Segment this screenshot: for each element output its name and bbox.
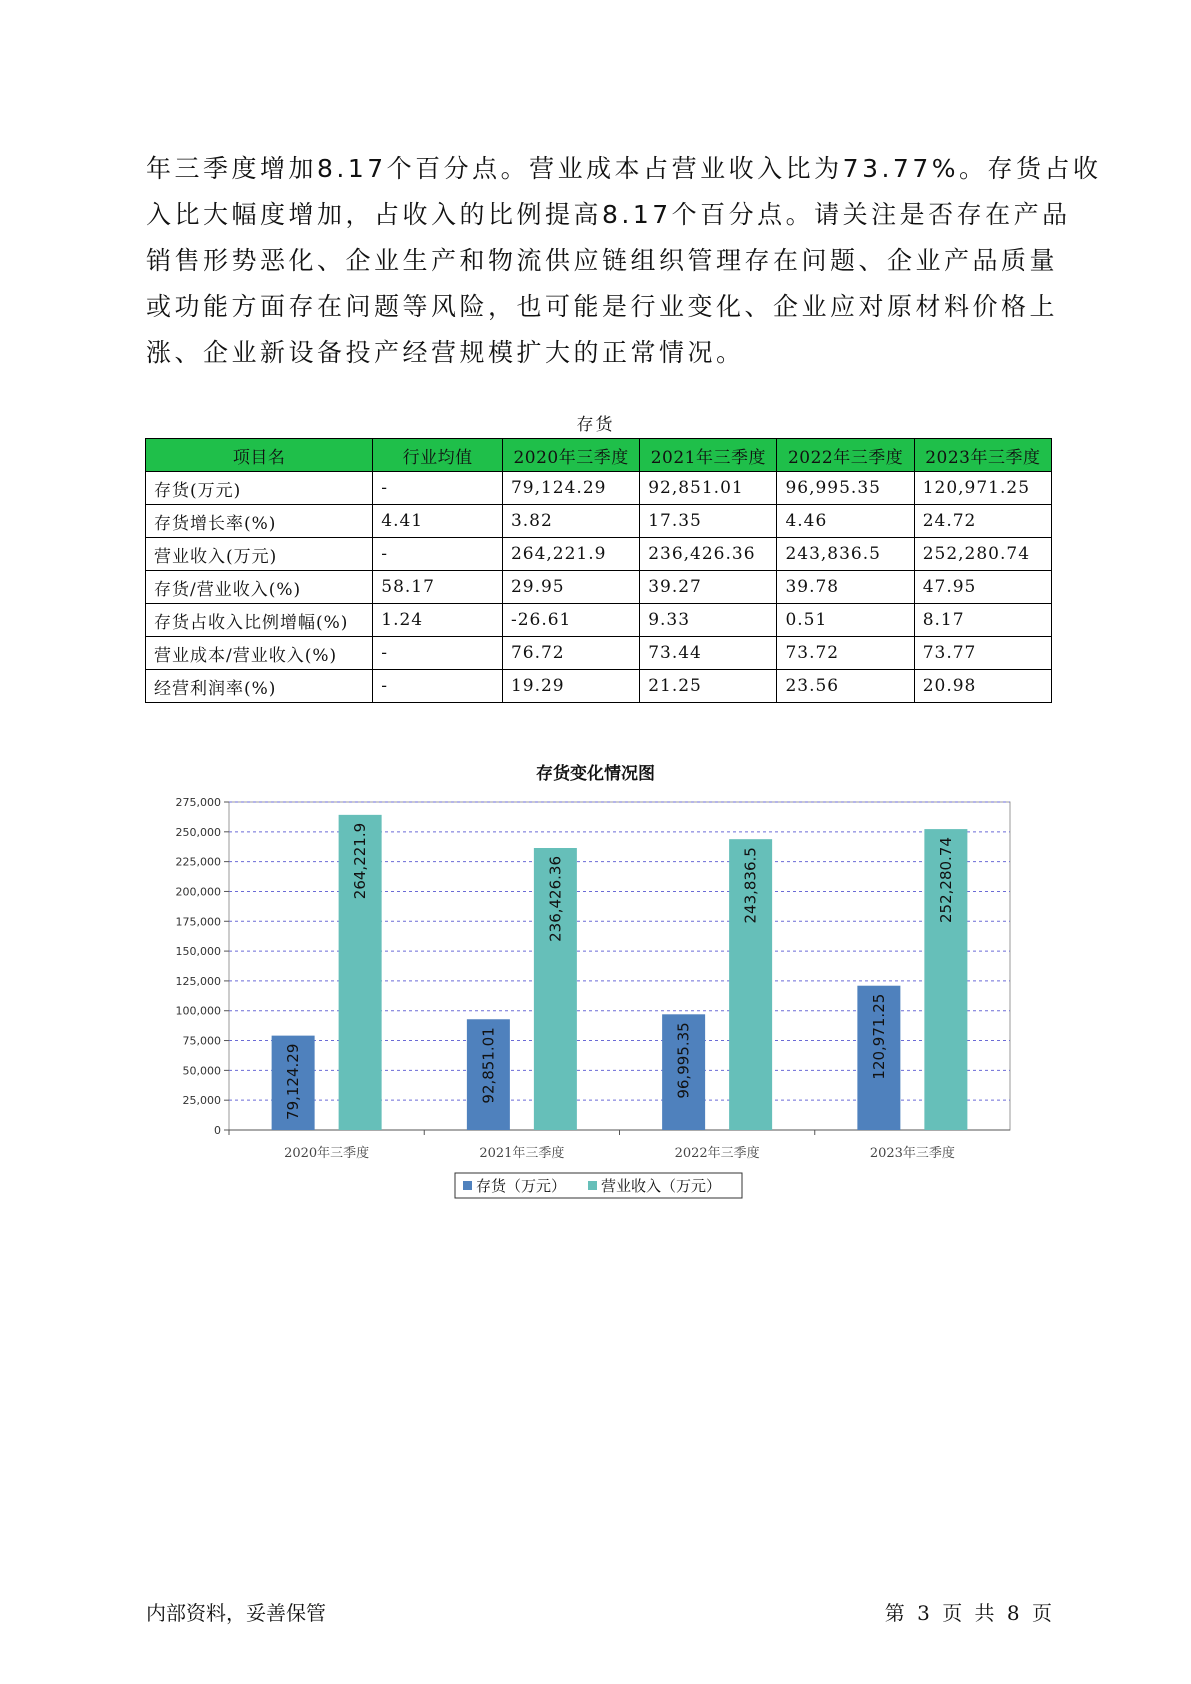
- table-cell: 96,995.35: [777, 472, 914, 505]
- table-cell: 存货(万元): [146, 472, 373, 505]
- table-cell: 79,124.29: [502, 472, 639, 505]
- x-tick-label: 2021年三季度: [479, 1146, 565, 1161]
- table-cell: -: [373, 637, 503, 670]
- table-cell: 252,280.74: [914, 538, 1051, 571]
- table-cell: 9.33: [640, 604, 777, 637]
- legend-label: 存货（万元）: [476, 1177, 567, 1195]
- y-tick-label: 100,000: [175, 1004, 221, 1018]
- x-tick-label: 2023年三季度: [869, 1146, 955, 1161]
- table-cell: 营业收入(万元): [146, 538, 373, 571]
- y-tick-label: 125,000: [175, 974, 221, 988]
- y-tick-label: 25,000: [182, 1094, 221, 1108]
- header-2023-q3: 2023年三季度: [914, 439, 1051, 472]
- table-cell: 92,851.01: [640, 472, 777, 505]
- body-paragraph: [146, 146, 1102, 376]
- footer-page-number: 第 3 页 共 8 页: [884, 1601, 1052, 1625]
- header-2021-q3: 2021年三季度: [640, 439, 777, 472]
- table-cell: 8.17: [914, 604, 1051, 637]
- table-cell: 73.44: [640, 637, 777, 670]
- table-cell: 19.29: [502, 670, 639, 703]
- table-cell: 23.56: [777, 670, 914, 703]
- table-row: [146, 538, 1052, 571]
- paragraph-line: 入比大幅度增加，占收入的比例提高8.17个百分点。请关注是否存在产品: [146, 200, 1071, 229]
- data-label: 96,995.35: [674, 1022, 693, 1099]
- table-cell: 236,426.36: [640, 538, 777, 571]
- header-2022-q3: 2022年三季度: [777, 439, 914, 472]
- table-row: [146, 505, 1052, 538]
- table-cell: 经营利润率(%): [146, 670, 373, 703]
- y-tick-label: 150,000: [175, 945, 221, 959]
- table-cell: 营业成本/营业收入(%): [146, 637, 373, 670]
- table-cell: 76.72: [502, 637, 639, 670]
- paragraph-line: 年三季度增加8.17个百分点。营业成本占营业收入比为73.77%。存货占收: [146, 154, 1102, 183]
- table-cell: -: [373, 670, 503, 703]
- chart-svg: [0, 755, 1191, 1205]
- table-cell: 47.95: [914, 571, 1051, 604]
- table-cell: 21.25: [640, 670, 777, 703]
- table-cell: 73.72: [777, 637, 914, 670]
- table-cell: 29.95: [502, 571, 639, 604]
- y-tick-label: 175,000: [175, 915, 221, 929]
- table-cell: 3.82: [502, 505, 639, 538]
- table-cell: 73.77: [914, 637, 1051, 670]
- inventory-table: [145, 438, 1052, 703]
- header-2020-q3: 2020年三季度: [502, 439, 639, 472]
- table-row: [146, 637, 1052, 670]
- x-tick-label: 2022年三季度: [674, 1146, 760, 1161]
- table-cell: 4.46: [777, 505, 914, 538]
- table-cell: 17.35: [640, 505, 777, 538]
- table-title: 存货: [576, 415, 615, 435]
- table-row: [146, 604, 1052, 637]
- legend-swatch: [588, 1181, 597, 1190]
- header-industry-avg: 行业均值: [373, 439, 503, 472]
- table-cell: 39.78: [777, 571, 914, 604]
- table-cell: 存货占收入比例增幅(%): [146, 604, 373, 637]
- data-label: 79,124.29: [284, 1043, 303, 1120]
- table-row: [146, 670, 1052, 703]
- table-cell: 264,221.9: [502, 538, 639, 571]
- y-tick-label: 275,000: [175, 796, 221, 809]
- paragraph-line: 涨、企业新设备投产经营规模扩大的正常情况。: [146, 338, 745, 367]
- legend-swatch: [463, 1181, 472, 1190]
- y-tick-label: 225,000: [175, 855, 221, 869]
- paragraph-line: 或功能方面存在问题等风险，也可能是行业变化、企业应对原材料价格上: [146, 292, 1059, 321]
- y-tick-label: 75,000: [182, 1034, 221, 1048]
- data-label: 243,836.5: [741, 847, 760, 924]
- table-cell: 1.24: [373, 604, 503, 637]
- data-label: 236,426.36: [546, 856, 565, 942]
- paragraph-line: 销售形势恶化、企业生产和物流供应链组织管理存在问题、企业产品质量: [146, 246, 1059, 275]
- x-tick-label: 2020年三季度: [284, 1146, 370, 1161]
- header-item: 项目名: [146, 439, 373, 472]
- data-label: 252,280.74: [936, 837, 955, 923]
- table-cell: 4.41: [373, 505, 503, 538]
- table-cell: 24.72: [914, 505, 1051, 538]
- table-cell: 存货/营业收入(%): [146, 571, 373, 604]
- footer-confidential: 内部资料，妥善保管: [146, 1601, 326, 1625]
- table-cell: -26.61: [502, 604, 639, 637]
- y-tick-label: 50,000: [182, 1064, 221, 1078]
- chart-title: 存货变化情况图: [536, 764, 655, 784]
- legend-label: 营业收入（万元）: [601, 1177, 722, 1195]
- table-cell: 120,971.25: [914, 472, 1051, 505]
- data-label: 120,971.25: [869, 993, 888, 1080]
- table-cell: 243,836.5: [777, 538, 914, 571]
- table-header-row: [146, 439, 1052, 472]
- table-cell: 0.51: [777, 604, 914, 637]
- inventory-chart: [0, 755, 1191, 1205]
- table-cell: 58.17: [373, 571, 503, 604]
- y-tick-label: 200,000: [175, 885, 221, 899]
- y-tick-label: 250,000: [175, 825, 221, 839]
- table-cell: 20.98: [914, 670, 1051, 703]
- table-cell: -: [373, 472, 503, 505]
- table-row: [146, 571, 1052, 604]
- data-label: 92,851.01: [479, 1027, 498, 1104]
- y-tick-label: 0: [214, 1124, 221, 1137]
- table-cell: 存货增长率(%): [146, 505, 373, 538]
- table-row: [146, 472, 1052, 505]
- table-cell: -: [373, 538, 503, 571]
- data-label: 264,221.9: [351, 822, 370, 900]
- table-cell: 39.27: [640, 571, 777, 604]
